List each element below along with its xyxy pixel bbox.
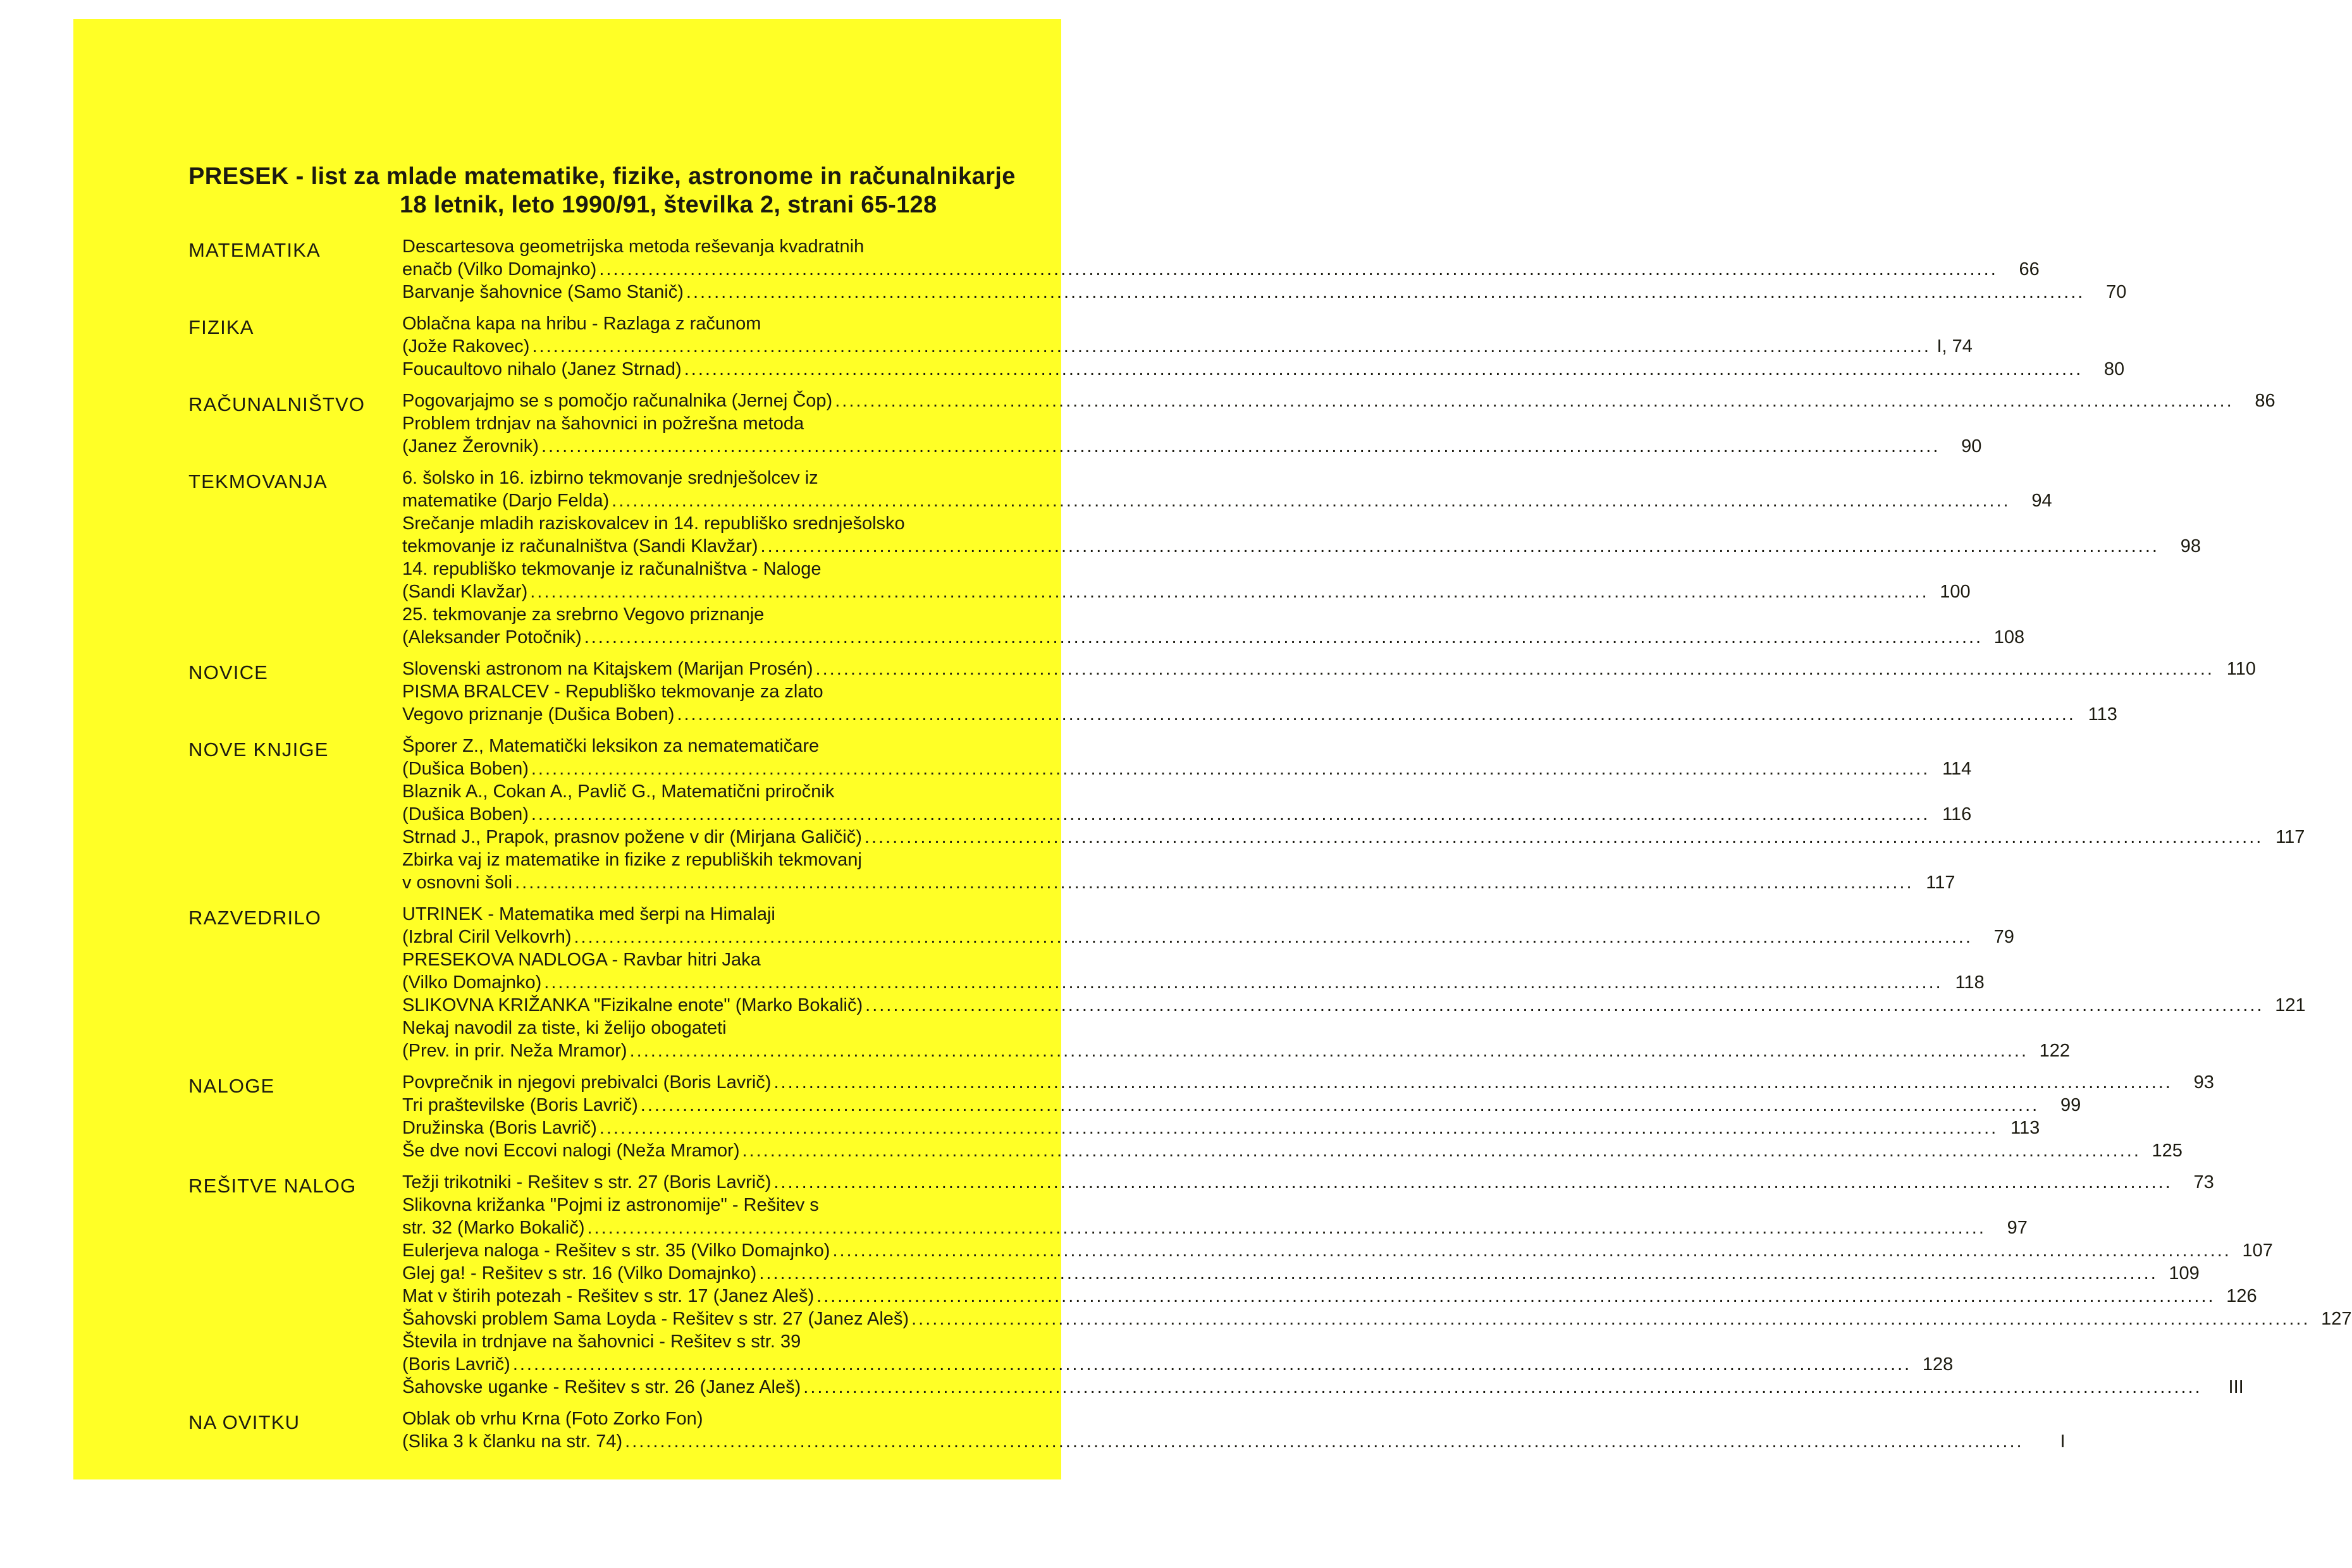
toc-section xyxy=(0,1171,2352,1399)
toc-section xyxy=(0,389,2275,458)
entry-title-line: Strnad J., Prapok, prasnov požene v dir (Mirjana Galičič) xyxy=(402,827,862,847)
toc-section xyxy=(0,467,2201,649)
entry-last-line xyxy=(402,926,2014,948)
toc-entry xyxy=(402,780,1972,826)
entry-title-line: (Boris Lavrič) xyxy=(402,1354,510,1375)
entry-title-line: tekmovanje iz računalništva (Sandi Klavžar) xyxy=(402,536,758,556)
entry-last-line xyxy=(402,535,2201,558)
page-number: 113 xyxy=(2010,1118,2040,1138)
entry-last-line xyxy=(402,826,2305,848)
entry-title-line: (Janez Žerovnik) xyxy=(402,436,539,456)
entry-last-line xyxy=(402,1239,2273,1262)
toc-section xyxy=(0,312,2125,381)
toc-entry xyxy=(402,235,2040,281)
entry-title-line: Eulerjeva naloga - Rešitev s str. 35 (Vilko Domajnko) xyxy=(402,1240,830,1261)
dot-leader: ........................................................................................................................................................................................................ xyxy=(574,927,1973,947)
toc-entry xyxy=(402,1239,2273,1262)
dot-leader: ........................................................................................................................................................................................................ xyxy=(773,1072,2172,1093)
page-number: 93 xyxy=(2193,1072,2214,1093)
page-number: 109 xyxy=(2169,1263,2200,1283)
entry-title-line: (Dušica Boben) xyxy=(402,759,529,779)
entry-title-line: (Vilko Domajnko) xyxy=(402,972,542,993)
header-subtitle: 18 letnik, leto 1990/91, številka 2, strani 65-128 xyxy=(400,192,937,218)
toc-entries xyxy=(402,1171,2352,1399)
toc-category: NOVE KNJIGE xyxy=(188,738,329,761)
page-number: 80 xyxy=(2103,359,2125,379)
dot-leader: ........................................................................................................................................................................................................ xyxy=(640,1095,2040,1115)
entry-title-line: 25. tekmovanje za srebrno Vegovo priznanje xyxy=(402,604,765,625)
page-number: 97 xyxy=(2007,1218,2028,1238)
entry-title-line: enačb (Vilko Domajnko) xyxy=(402,259,597,279)
toc-category: NOVICE xyxy=(188,661,269,683)
entry-title-line: (Prev. in prir. Neža Mramor) xyxy=(402,1041,627,1061)
dot-leader: ........................................................................................................................................................................................................ xyxy=(531,759,1930,779)
entry-title-line: 6. šolsko in 16. izbirno tekmovanje srednješolcev iz xyxy=(402,468,818,488)
entry-title-line: Pogovarjajmo se s pomočjo računalnika (Jernej Čop) xyxy=(402,391,833,411)
entry-title-line: PRESEKOVA NADLOGA - Ravbar hitri Jaka xyxy=(402,950,761,970)
toc-entry xyxy=(402,358,2125,381)
dot-leader: ........................................................................................................................................................................................................ xyxy=(512,1354,1912,1375)
entry-last-line xyxy=(402,1139,2183,1162)
entry-last-line xyxy=(402,435,1982,458)
entry-last-line xyxy=(402,1171,2214,1194)
dot-leader: ........................................................................................................................................................................................................ xyxy=(544,972,1943,993)
page-number: 108 xyxy=(1993,627,2025,647)
entry-last-line xyxy=(402,1216,2028,1239)
toc-entry xyxy=(402,1171,2214,1194)
entry-title-line: str. 32 (Marko Bokalič) xyxy=(402,1218,585,1238)
entry-title-line: (Izbral Ciril Velkovrh) xyxy=(402,927,572,947)
page-number: 127 xyxy=(2321,1309,2352,1329)
toc-entry xyxy=(402,1262,2200,1285)
page-number: 107 xyxy=(2242,1240,2273,1261)
entry-last-line xyxy=(402,489,2052,512)
page-number: 110 xyxy=(2226,659,2256,679)
page-number: I xyxy=(2060,1431,2066,1452)
toc-entry xyxy=(402,994,2306,1017)
page-number: 113 xyxy=(2088,704,2117,725)
dot-leader: ........................................................................................................................................................................................................ xyxy=(587,1218,1986,1238)
toc-entry xyxy=(402,680,2117,726)
entry-last-line xyxy=(402,1262,2200,1285)
dot-leader: ........................................................................................................................................................................................................ xyxy=(864,827,2263,847)
header-title: PRESEK - list za mlade matematike, fizike, astronome in računalnikarje xyxy=(188,163,1016,190)
entry-title-line: Oblak ob vrhu Krna (Foto Zorko Fon) xyxy=(402,1409,703,1429)
dot-leader: ........................................................................................................................................................................................................ xyxy=(759,1263,2158,1283)
toc-entries xyxy=(402,235,2127,303)
entry-title-line: Šahovski problem Sama Loyda - Rešitev s str. 27 (Janez Aleš) xyxy=(402,1309,909,1329)
toc-entry xyxy=(402,826,2305,848)
entry-last-line xyxy=(402,757,1972,780)
entry-title-line: Tri praštevilske (Boris Lavrič) xyxy=(402,1095,638,1115)
entry-title-line: 14. republiško tekmovanje iz računalništva - Naloge xyxy=(402,559,822,579)
toc-category: RAČUNALNIŠTVO xyxy=(188,393,366,415)
toc-entry xyxy=(402,1117,2040,1139)
dot-leader: ........................................................................................................................................................................................................ xyxy=(835,391,2234,411)
dot-leader: ........................................................................................................................................................................................................ xyxy=(816,1286,2215,1306)
dot-leader: ........................................................................................................................................................................................................ xyxy=(773,1172,2172,1192)
entry-last-line xyxy=(402,803,1972,826)
toc-entry xyxy=(402,848,1955,894)
toc-entry xyxy=(402,412,1982,458)
toc-category: RAZVEDRILO xyxy=(188,907,322,929)
toc-entries xyxy=(402,658,2256,726)
dot-leader: ........................................................................................................................................................................................................ xyxy=(599,259,1998,279)
toc-entry xyxy=(402,281,2127,303)
toc-category: FIZIKA xyxy=(188,316,254,338)
entry-last-line xyxy=(402,1094,2081,1117)
dot-leader: ........................................................................................................................................................................................................ xyxy=(803,1377,2202,1397)
entry-last-line xyxy=(402,658,2256,680)
entry-title-line: Mat v štirih potezah - Rešitev s str. 17 (Janez Aleš) xyxy=(402,1286,815,1306)
toc-entries xyxy=(402,312,2125,381)
page-number: 94 xyxy=(2031,491,2052,511)
entry-title-line: Povprečnik in njegovi prebivalci (Boris Lavrič) xyxy=(402,1072,772,1093)
toc-entry xyxy=(402,1139,2183,1162)
entry-last-line xyxy=(402,871,1955,894)
toc-section xyxy=(0,735,2305,894)
entry-title-line: Še dve novi Eccovi nalogi (Neža Mramor) xyxy=(402,1141,740,1161)
toc-entry xyxy=(402,1094,2081,1117)
entry-title-line: (Aleksander Potočnik) xyxy=(402,627,582,647)
dot-leader: ........................................................................................................................................................................................................ xyxy=(531,804,1930,824)
entry-title-line: Slikovna križanka "Pojmi iz astronomije" - Rešitev s xyxy=(402,1195,819,1215)
toc-section xyxy=(0,235,2127,303)
toc-entry xyxy=(402,467,2052,512)
entry-last-line xyxy=(402,703,2117,726)
toc-entries xyxy=(402,467,2201,649)
toc-category: MATEMATIKA xyxy=(188,239,321,261)
page-number: 73 xyxy=(2193,1172,2214,1192)
entry-title-line: Barvanje šahovnice (Samo Stanič) xyxy=(402,282,684,302)
page-number: 118 xyxy=(1955,972,1985,993)
entry-last-line xyxy=(402,358,2125,381)
page-number: 116 xyxy=(1942,804,1972,824)
entry-title-line: Descartesova geometrijska metoda reševanja kvadratnih xyxy=(402,236,865,257)
toc-entry xyxy=(402,1285,2257,1308)
entry-title-line: PISMA BRALCEV - Republiško tekmovanje za zlato xyxy=(402,682,823,702)
entry-last-line xyxy=(402,994,2306,1017)
dot-leader: ........................................................................................................................................................................................................ xyxy=(541,436,1940,456)
entry-title-line: (Jože Rakovec) xyxy=(402,336,530,357)
toc-entry xyxy=(402,558,1971,603)
entry-last-line xyxy=(402,971,1985,994)
toc-entries xyxy=(402,1407,2066,1453)
entry-title-line: SLIKOVNA KRIŽANKA "Fizikalne enote" (Marko Bokalič) xyxy=(402,995,863,1015)
toc-category: TEKMOVANJA xyxy=(188,470,328,493)
dot-leader: ........................................................................................................................................................................................................ xyxy=(760,536,2159,556)
entry-last-line xyxy=(402,258,2040,281)
toc-section xyxy=(0,1407,2066,1453)
entry-last-line xyxy=(402,1308,2352,1330)
page-number: 86 xyxy=(2255,391,2275,411)
toc-entry xyxy=(402,603,2025,649)
toc-entry xyxy=(402,1376,2244,1399)
toc-entry xyxy=(402,903,2014,948)
dot-leader: ........................................................................................................................................................................................................ xyxy=(629,1041,2029,1061)
entry-title-line: Problem trdnjav na šahovnici in požrešna metoda xyxy=(402,413,804,434)
entry-last-line xyxy=(402,1039,2071,1062)
toc-category: NALOGE xyxy=(188,1075,275,1097)
entry-title-line: Glej ga! - Rešitev s str. 16 (Vilko Domajnko) xyxy=(402,1263,757,1283)
toc-category: REŠITVE NALOG xyxy=(188,1175,357,1197)
dot-leader: ........................................................................................................................................................................................................ xyxy=(742,1141,2141,1161)
dot-leader: ........................................................................................................................................................................................................ xyxy=(911,1309,2310,1329)
entry-title-line: matematike (Darjo Felda) xyxy=(402,491,610,511)
toc-entry xyxy=(402,735,1972,780)
entry-title-line: Zbirka vaj iz matematike in fizike z republiških tekmovanj xyxy=(402,850,862,870)
toc-section xyxy=(0,1071,2214,1162)
entry-last-line xyxy=(402,389,2275,412)
page-number: 79 xyxy=(1993,927,2014,947)
entry-title-line: Slovenski astronom na Kitajskem (Marijan Prosén) xyxy=(402,659,813,679)
toc-entries xyxy=(402,903,2306,1062)
dot-leader: ........................................................................................................................................................................................................ xyxy=(684,359,2083,379)
dot-leader: ........................................................................................................................................................................................................ xyxy=(686,282,2085,302)
page-number: III xyxy=(2228,1377,2244,1397)
entry-title-line: Števila in trdnjave na šahovnici - Rešitev s str. 39 xyxy=(402,1332,801,1352)
dot-leader: ........................................................................................................................................................................................................ xyxy=(832,1240,2231,1261)
page-number: 128 xyxy=(1922,1354,1954,1375)
entry-last-line xyxy=(402,1071,2214,1094)
toc-entry xyxy=(402,1194,2028,1239)
entry-last-line xyxy=(402,1353,1954,1376)
entry-title-line: Šahovske uganke - Rešitev s str. 26 (Janez Aleš) xyxy=(402,1377,801,1397)
toc-entry xyxy=(402,1071,2214,1094)
page-number: 70 xyxy=(2106,282,2127,302)
entry-title-line: Šporer Z., Matematički leksikon za nematematičare xyxy=(402,736,820,756)
page-number: 99 xyxy=(2060,1095,2081,1115)
toc-entry xyxy=(402,1017,2071,1062)
dot-leader: ........................................................................................................................................................................................................ xyxy=(599,1118,1998,1138)
entry-title-line: Nekaj navodil za tiste, ki želijo obogateti xyxy=(402,1018,727,1038)
entry-last-line xyxy=(402,335,1973,358)
page-number: 125 xyxy=(2152,1141,2183,1161)
dot-leader: ........................................................................................................................................................................................................ xyxy=(584,627,1983,647)
dot-leader: ........................................................................................................................................................................................................ xyxy=(625,1431,2024,1452)
entry-last-line xyxy=(402,580,1971,603)
page-number: 98 xyxy=(2180,536,2201,556)
entry-title-line: Družinska (Boris Lavrič) xyxy=(402,1118,597,1138)
entry-last-line xyxy=(402,281,2127,303)
toc-entry xyxy=(402,1330,1954,1376)
toc-entries xyxy=(402,735,2305,894)
dot-leader: ........................................................................................................................................................................................................ xyxy=(815,659,2214,679)
entry-title-line: Vegovo priznanje (Dušica Boben) xyxy=(402,704,675,725)
entry-last-line xyxy=(402,626,2025,649)
toc-category: NA OVITKU xyxy=(188,1411,300,1433)
entry-title-line: v osnovni šoli xyxy=(402,873,513,893)
entry-title-line: Blaznik A., Cokan A., Pavlič G., Matematični priročnik xyxy=(402,781,835,802)
toc-entry xyxy=(402,948,1985,994)
toc-entry xyxy=(402,312,1973,358)
entry-title-line: Foucaultovo nihalo (Janez Strnad) xyxy=(402,359,682,379)
toc-entry xyxy=(402,1308,2352,1330)
toc-entry xyxy=(402,389,2275,412)
entry-title-line: (Sandi Klavžar) xyxy=(402,582,528,602)
entry-title-line: Težji trikotniki - Rešitev s str. 27 (Boris Lavrič) xyxy=(402,1172,772,1192)
toc-entry xyxy=(402,658,2256,680)
dot-leader: ........................................................................................................................................................................................................ xyxy=(532,336,1931,357)
toc-section xyxy=(0,658,2256,726)
toc-section xyxy=(0,903,2306,1062)
entry-last-line xyxy=(402,1376,2244,1399)
dot-leader: ........................................................................................................................................................................................................ xyxy=(677,704,2076,725)
entry-title-line: Srečanje mladih raziskovalcev in 14. republiško srednješolsko xyxy=(402,513,905,534)
page-number: 121 xyxy=(2275,995,2306,1015)
toc-entry xyxy=(402,1407,2066,1453)
toc-entry xyxy=(402,512,2201,558)
page-number: I, 74 xyxy=(1936,336,1973,357)
entry-last-line xyxy=(402,1285,2257,1308)
entry-title-line: (Slika 3 k članku na str. 74) xyxy=(402,1431,623,1452)
entry-title-line: Oblačna kapa na hribu - Razlaga z računom xyxy=(402,314,761,334)
entry-title-line: UTRINEK - Matematika med šerpi na Himalaji xyxy=(402,904,775,924)
page-number: 114 xyxy=(1942,759,1972,779)
dot-leader: ........................................................................................................................................................................................................ xyxy=(515,873,1914,893)
page-number: 117 xyxy=(1926,873,1955,893)
page-number: 117 xyxy=(2275,827,2305,847)
entry-title-line: (Dušica Boben) xyxy=(402,804,529,824)
dot-leader: ........................................................................................................................................................................................................ xyxy=(865,995,2264,1015)
page-number: 90 xyxy=(1961,436,1982,456)
entry-last-line xyxy=(402,1117,2040,1139)
dot-leader: ........................................................................................................................................................................................................ xyxy=(612,491,2010,511)
toc-entries xyxy=(402,389,2275,458)
page-number: 126 xyxy=(2226,1286,2257,1306)
page-number: 122 xyxy=(2039,1041,2071,1061)
entry-last-line xyxy=(402,1430,2066,1453)
table-of-contents xyxy=(0,235,2352,1462)
page-number: 100 xyxy=(1940,582,1971,602)
toc-entries xyxy=(402,1071,2214,1162)
page-number: 66 xyxy=(2019,259,2040,279)
dot-leader: ........................................................................................................................................................................................................ xyxy=(530,582,1929,602)
